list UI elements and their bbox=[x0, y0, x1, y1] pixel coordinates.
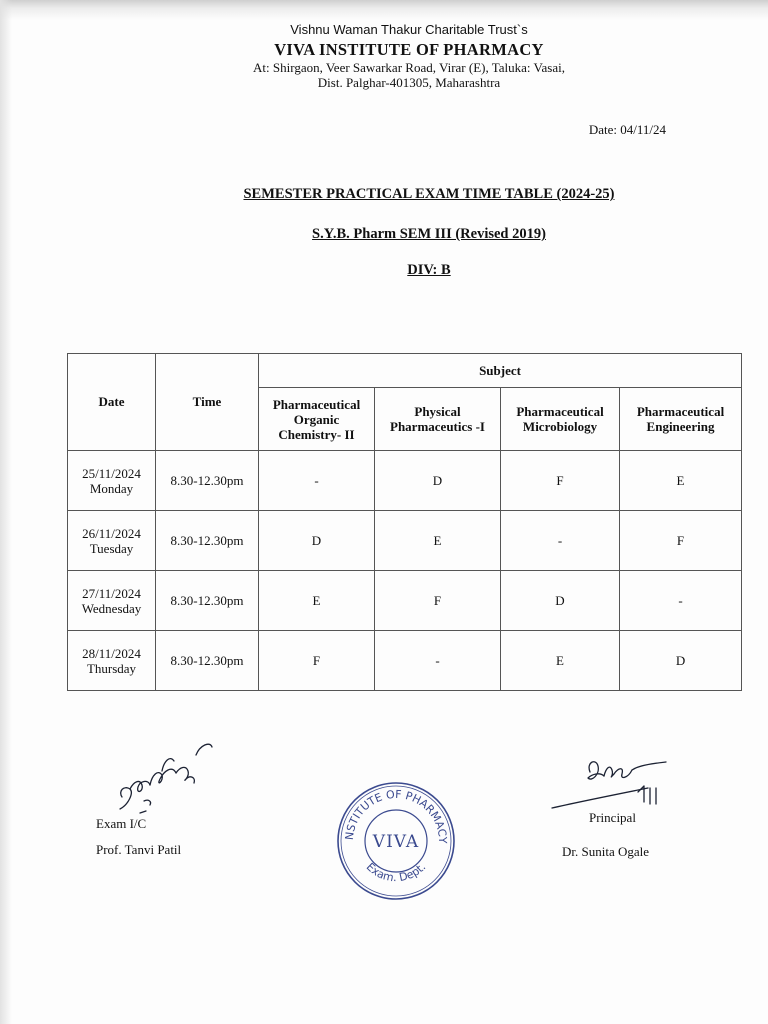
table-row bbox=[68, 571, 742, 631]
subject-header-line: Microbiology bbox=[522, 419, 598, 434]
date-value: 27/11/2024 bbox=[82, 585, 141, 601]
subject-header-line: Engineering bbox=[646, 419, 715, 434]
day-value: Tuesday bbox=[89, 540, 134, 556]
subject-header-line: Pharmaceutical bbox=[636, 404, 725, 419]
subject-header-microbiology bbox=[501, 388, 620, 451]
division-title: DIV: B bbox=[407, 262, 451, 278]
seal-top-text: NSTITUTE OF PHARMACY bbox=[342, 787, 450, 844]
table-row bbox=[68, 631, 742, 691]
batch-cell: F bbox=[375, 571, 501, 631]
principal-name: Dr. Sunita Ogale bbox=[562, 844, 650, 859]
batch-cell: - bbox=[259, 451, 375, 511]
subject-header-line: Organic bbox=[293, 411, 340, 427]
table-header-row bbox=[68, 354, 742, 388]
date-value: 25/11/2024 bbox=[82, 465, 141, 481]
subject-header-line: Pharmaceutical bbox=[272, 396, 361, 412]
principal-role: Principal bbox=[589, 810, 636, 825]
batch-cell: - bbox=[375, 631, 501, 691]
batch-cell: - bbox=[620, 571, 742, 631]
day-value: Thursday bbox=[86, 660, 137, 676]
institute-name: VIVA INSTITUTE OF PHARMACY bbox=[274, 40, 544, 59]
subject-header-line: Chemistry- II bbox=[278, 426, 355, 442]
institute-seal bbox=[335, 780, 457, 902]
trust-name: Vishnu Waman Thakur Charitable Trust`s bbox=[290, 22, 528, 37]
principal-signature bbox=[548, 752, 673, 812]
day-value: Monday bbox=[89, 480, 134, 496]
time-cell: 8.30-12.30pm bbox=[156, 451, 259, 511]
date-column-header: Date bbox=[68, 354, 156, 451]
subject-header-line: Pharmaceutical bbox=[516, 404, 604, 419]
address-line-2: Dist. Palghar-401305, Maharashtra bbox=[317, 75, 501, 90]
timetable-title: SEMESTER PRACTICAL EXAM TIME TABLE (2024-25) bbox=[243, 186, 615, 202]
batch-cell: - bbox=[501, 511, 620, 571]
batch-cell: E bbox=[501, 631, 620, 691]
seal-center-text: VIVA bbox=[372, 832, 420, 852]
time-cell: 8.30-12.30pm bbox=[156, 511, 259, 571]
subject-header-engineering bbox=[620, 388, 742, 451]
seal-bottom-text: Exam. Dept. bbox=[363, 860, 429, 885]
batch-cell: D bbox=[501, 571, 620, 631]
batch-cell: D bbox=[375, 451, 501, 511]
date-cell bbox=[68, 451, 156, 511]
batch-cell: E bbox=[620, 451, 742, 511]
exam-timetable bbox=[67, 353, 742, 691]
date-cell bbox=[68, 511, 156, 571]
batch-cell: D bbox=[620, 631, 742, 691]
batch-cell: D bbox=[259, 511, 375, 571]
scan-shadow-top bbox=[0, 0, 768, 20]
exam-ic-role: Exam I/C bbox=[96, 816, 147, 831]
batch-cell: F bbox=[501, 451, 620, 511]
batch-cell: E bbox=[259, 571, 375, 631]
scan-shadow-left bbox=[0, 0, 12, 1024]
date-cell bbox=[68, 631, 156, 691]
subject-header-line: Physical bbox=[414, 404, 461, 419]
batch-cell: F bbox=[620, 511, 742, 571]
time-column-header: Time bbox=[156, 354, 259, 451]
subject-header-organic-chemistry bbox=[259, 388, 375, 451]
subject-header-line: Pharmaceutics -I bbox=[390, 419, 485, 434]
address-line-1: At: Shirgaon, Veer Sawarkar Road, Virar (E), Taluka: Vasai, bbox=[253, 60, 565, 75]
exam-ic-name: Prof. Tanvi Patil bbox=[96, 842, 182, 857]
table-row bbox=[68, 451, 742, 511]
issue-date: Date: 04/11/24 bbox=[588, 122, 666, 137]
date-value: 28/11/2024 bbox=[82, 645, 141, 661]
date-cell bbox=[68, 571, 156, 631]
time-cell: 8.30-12.30pm bbox=[156, 571, 259, 631]
subject-column-header: Subject bbox=[259, 354, 742, 388]
subject-header-physical-pharmaceutics bbox=[375, 388, 501, 451]
day-value: Wednesday bbox=[81, 600, 142, 616]
course-title: S.Y.B. Pharm SEM III (Revised 2019) bbox=[312, 226, 546, 242]
time-cell: 8.30-12.30pm bbox=[156, 631, 259, 691]
date-value: 26/11/2024 bbox=[82, 525, 141, 541]
batch-cell: F bbox=[259, 631, 375, 691]
table-row bbox=[68, 511, 742, 571]
exam-ic-signature bbox=[100, 735, 220, 820]
batch-cell: E bbox=[375, 511, 501, 571]
